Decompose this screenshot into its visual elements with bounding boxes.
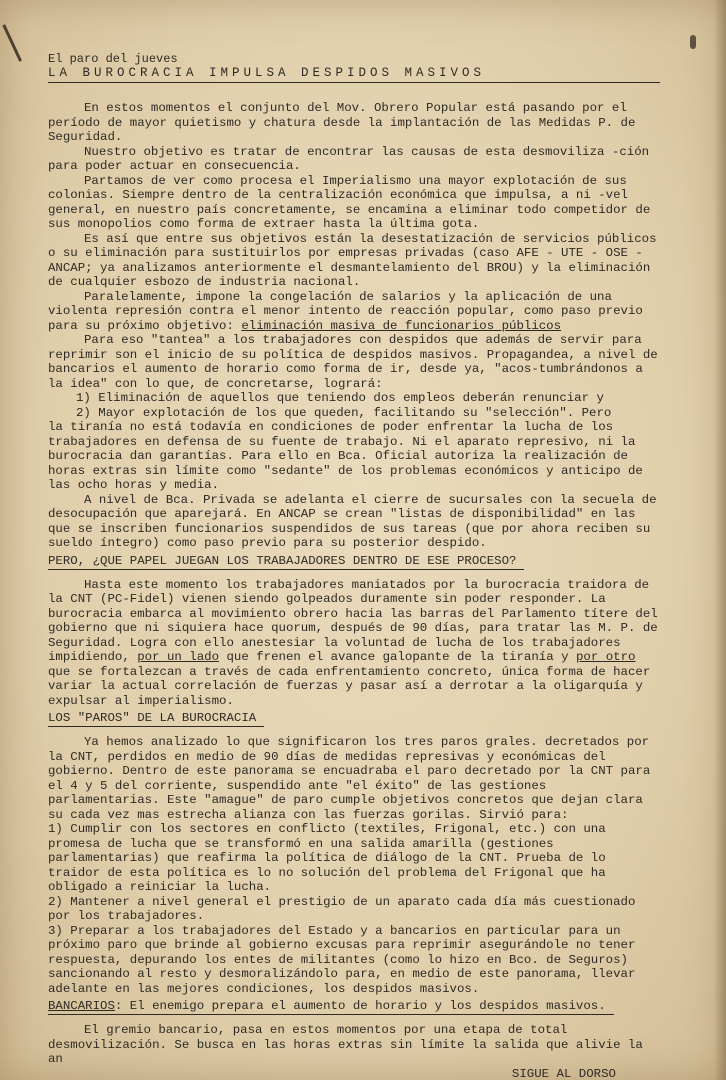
paragraph: Ya hemos analizado lo que significaron los tres paros grales. decretados por la CNT, perdidos en medio de 90 días de medidas represivas y económicas del gobierno. Dentro de este panorama se encuadraba el paro decretado por la CNT para el 4 y 5 del corriente, suspendido ante "el éxito" de las gestiones parlamentarias. Este "amague" de paro cumple objetivos concretos que dejan clara su cada vez mas estrecha alianza con las fuerzas gorilas. Sirvió para: — [48, 735, 658, 822]
paragraph: El gremio bancario, pasa en estos momentos por una etapa de total desmovilización. Se busca en las horas extras sin límite la salida que alivie la an — [48, 1023, 651, 1066]
document-body — [48, 52, 666, 1080]
paragraph — [48, 290, 660, 334]
section-heading: PERO, ¿QUE PAPEL JUEGAN LOS TRABAJADORES DENTRO DE ESE PROCESO? — [48, 554, 524, 570]
list-item: 1) Eliminación de aquellos que teniendo dos empleos deberán renunciar y — [76, 391, 604, 405]
paragraph — [48, 577, 666, 709]
paragraph: En estos momentos el conjunto del Mov. Obrero Popular está pasando por el período de mayor quietismo y chatura desde la implantación de las Medidas P. de Seguridad. — [48, 101, 643, 144]
headline: LA BUROCRACIA IMPULSA DESPIDOS MASIVOS — [48, 66, 660, 83]
text-run: Paralelamente, impone la congelación de salarios y la aplicación de una violenta represión contra el menor intento de reacción popular, como paso previo para su próximo objetivo: — [48, 289, 651, 333]
text-run: que se fortalezcan a través de cada enfrentamiento concreto, única forma de hacer variar la actual correlación de fuerzas y pasar así a derrotar a la oligarquía y expulsar al imperialismo. — [48, 650, 658, 708]
paragraph: A nivel de Bca. Privada se adelanta el cierre de sucursales con la secuela de desocupación que aparejará. En ANCAP se crean "listas de disponibilidad" en las que se inscriben funcionarios suspendidos de sus tareas (que por ahora reciben su sueldo íntegro) como paso previo para su posterior despido. — [48, 492, 664, 550]
list-item: 2) Mayor explotación de los que queden, facilitando su "selección". Pero — [76, 405, 612, 420]
section-heading: LOS "PAROS" DE LA BUROCRACIA — [48, 711, 264, 727]
list-item: 1) Cumplir con los sectores en conflicto (textiles, Frigonal, etc.) con una promesa de lucha que se transformó en una salida amarilla (gestiones parlamentarias) que reafirma la política de diálogo de la CNT. Prueba de lo traidor de esta política es lo no solución del problema del Frigonal que ha obligado a reiniciar la lucha. — [48, 822, 614, 894]
paragraph: Nuestro objetivo es tratar de encontrar las causas de esta desmoviliza -ción para poder actuar en consecuencia. — [48, 144, 657, 173]
kicker: El paro del jueves — [48, 52, 178, 66]
underlined-text: eliminación masiva de funcionarios públicos — [241, 318, 562, 333]
section-heading-keyword: BANCARIOS — [48, 999, 115, 1013]
paragraph: Partamos de ver como procesa el Imperialismo una mayor explotación de sus colonias. Siempre dentro de la centralización económica que impulsa, a ni -vel general, en nuestro país concretamente, se encamina a eliminar todo competidor de sus monopolios como forma de extraer hasta la última gota. — [48, 173, 658, 231]
underlined-text: por un lado — [137, 650, 220, 664]
paper-edge-shadow — [714, 0, 726, 1080]
section-heading-text: : El enemigo prepara el aumento de horario y los despidos masivos. — [114, 999, 606, 1013]
underlined-text: por otro — [575, 650, 636, 664]
text-run: Hasta este momento los trabajadores maniatados por la burocracia traidora de la CNT (PC-Fidel) vienen siendo golpeados duramente sin poder responder. La burocracia embarca al movimiento obrero hacia las barras del Parlamento títere del gobierno que ni siquiera hace quorum, después de 90 días, para tratar las M. P. de Seguridad. Logra con ello anestesiar la voluntad de lucha de los trabajadores impidiendo, — [48, 577, 666, 664]
list-item: 2) Mantener a nivel general el prestigio de un aparato cada día más cuestionado por los trabajadores. — [48, 894, 643, 923]
section-heading — [48, 999, 614, 1015]
list-item: 3) Preparar a los trabajadores del Estado y a bancarios en particular para un próximo paro que brinde al gobierno excusas para reprimir asegurándole no tener respuesta, depurando los entes de militantes (como lo hizo en Bco. de Seguros) sancionando al resto y desmoralizándolo para, en medio de este panorama, llevar adelante en las mejores condiciones, los despidos masivos. — [48, 923, 643, 996]
ink-mark — [2, 18, 34, 61]
text-run: que frenen el avance galopante de la tiranía y — [219, 650, 576, 664]
paragraph: la tiranía no está todavía en condiciones de poder enfrentar la lucha de los trabajadores en defensa de su fuente de trabajo. Ni el aparato represivo, ni la burocracia dan garantías. Para ello en Bca. Oficial autoriza la realización de horas extras sin límite como "sedante" de los problemas económicos y anticipo de las ocho horas y media. — [48, 420, 651, 492]
continued-note: SIGUE AL DORSO — [511, 1066, 616, 1080]
paragraph: Para eso "tantea" a los trabajadores con despidos que además de servir para reprimir son el inicio de su política de despidos masivos. Propagandea, a nivel de bancarios el aumento de horario como forma de ir, desde ya, "acos-tumbrándonos a la idea" con lo que, de concretarse, logrará: — [48, 333, 666, 391]
paragraph: Es así que entre sus objetivos están la desestatización de servicios públicos o su eliminación para sustituirlos por empresas privadas (caso AFE - UTE - OSE - ANCAP; ya analizamos anteriormente el desmantelamiento del BROU) y la eliminación de cualquier esbozo de industria nacional. — [48, 231, 664, 289]
ink-mark — [690, 35, 696, 49]
